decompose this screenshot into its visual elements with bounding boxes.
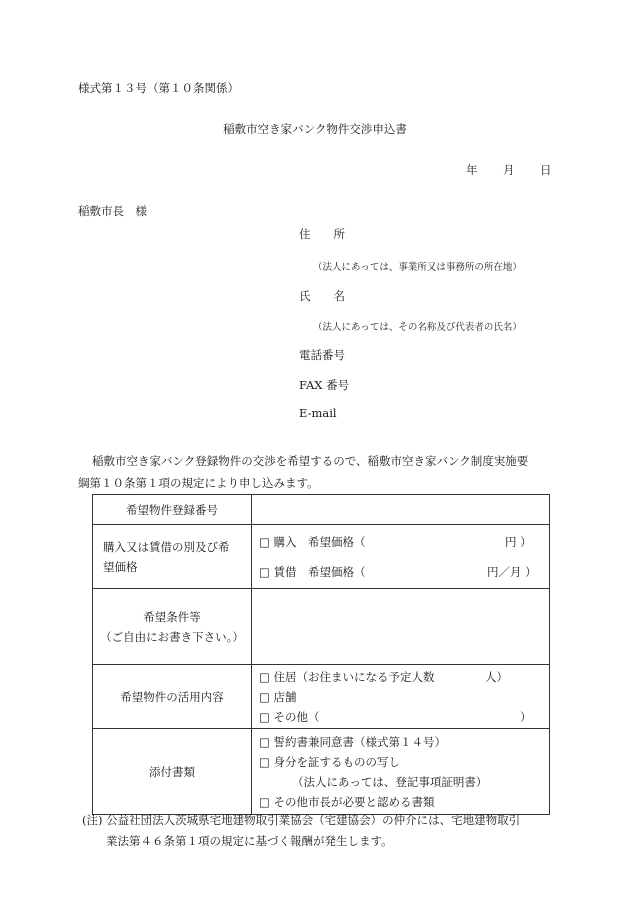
desired-conditions-cell[interactable]: [252, 589, 550, 665]
purchase-option-label: □ 購入 希望価格（: [259, 534, 366, 549]
purchase-price-unit: 円 ）: [505, 534, 532, 549]
usage-option-other[interactable]: [252, 707, 549, 727]
attachment-id-copy-note: （法人にあっては、登記事項証明書）: [292, 774, 488, 789]
table-row: [93, 729, 550, 815]
desired-conditions-label: [93, 589, 252, 665]
addressee: 稲敷市長 様: [78, 204, 147, 218]
footnote-line-2: 業法第４６条第１項の規定に基づく報酬が発生します。: [106, 834, 393, 848]
date-year-label: 年: [466, 163, 478, 177]
usage-cell[interactable]: [252, 665, 550, 729]
usage-residence-unit: 人）: [485, 669, 508, 684]
purchase-or-lease-label: [93, 525, 252, 589]
footnote-line-1: [82, 810, 552, 831]
fax-label: FAX 番号: [299, 378, 350, 392]
page-title: 稲敷市空き家バンク物件交渉申込書: [223, 122, 407, 136]
footnote-text-1: 公益社団法人茨城県宅地建物取引業協会（宅建協会）の仲介には、宅地建物取引: [106, 813, 521, 827]
property-number-label: 希望物件登録番号: [93, 495, 252, 525]
usage-option-residence-label: □ 住居（お住まいになる予定人数: [259, 669, 435, 684]
purchase-or-lease-label-line2: 望価格: [103, 559, 138, 574]
attachment-other[interactable]: □ その他市長が必要と認める書類: [259, 794, 435, 809]
body-text-line-1: 稲敷市空き家バンク登録物件の交渉を希望するので、稲敷市空き家バンク制度実施要: [92, 454, 529, 468]
body-text-line-2: 綱第１０条第１項の規定により申し込みます。: [78, 476, 319, 490]
attachments-label: 添付書類: [93, 729, 252, 815]
address-label: 住 所: [299, 227, 345, 241]
name-label: 氏 名: [299, 289, 345, 303]
property-number-cell[interactable]: [252, 495, 550, 525]
usage-option-other-label: □ その他（: [259, 709, 320, 724]
usage-option-store[interactable]: □ 店舗: [259, 689, 297, 704]
lease-option[interactable]: [252, 557, 549, 587]
lease-option-label: □ 賃借 希望価格（: [259, 564, 366, 579]
footnote-prefix: (注): [82, 813, 103, 827]
desired-conditions-label-line1: 希望条件等: [143, 609, 201, 624]
purchase-option[interactable]: [252, 527, 549, 557]
date-day-label: 日: [540, 163, 552, 177]
application-table: [92, 494, 550, 815]
desired-conditions-label-line2: （ご自由にお書き下さい。）: [100, 629, 244, 644]
table-row: [93, 495, 550, 525]
usage-label: 希望物件の活用内容: [93, 665, 252, 729]
usage-option-residence[interactable]: [252, 667, 549, 687]
attachment-id-copy[interactable]: □ 身分を証するものの写し: [259, 754, 401, 769]
table-row: [93, 525, 550, 589]
email-label: E-mail: [299, 406, 337, 420]
phone-label: 電話番号: [299, 348, 345, 362]
purchase-or-lease-cell[interactable]: [252, 525, 550, 589]
address-note: （法人にあっては、事業所又は事務所の所在地）: [313, 262, 522, 273]
attachment-pledge[interactable]: □ 誓約書兼同意書（様式第１４号）: [259, 734, 447, 749]
lease-price-unit: 円／月 ）: [487, 564, 537, 579]
attachments-cell[interactable]: [252, 729, 550, 815]
usage-other-close: ）: [520, 709, 532, 724]
purchase-or-lease-label-line1: 購入又は賃借の別及び希: [103, 539, 230, 554]
date-month-label: 月: [503, 163, 515, 177]
table-row: [93, 665, 550, 729]
form-number: 様式第１３号（第１０条関係）: [78, 81, 239, 95]
table-row: [93, 589, 550, 665]
footnote: [82, 810, 552, 852]
name-note: （法人にあっては、その名称及び代表者の氏名）: [313, 322, 522, 333]
